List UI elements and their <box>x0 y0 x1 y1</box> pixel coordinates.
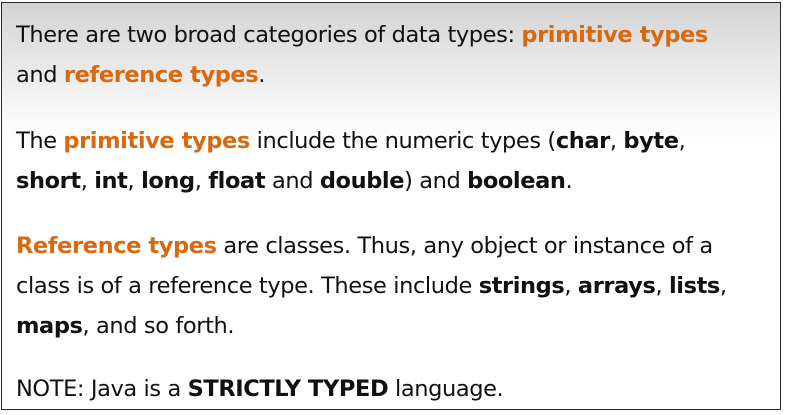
term-reference-types: reference types <box>63 62 259 88</box>
type-int: int <box>94 168 128 194</box>
reference-text: are classes. Thus, any object or instance of a <box>216 233 713 259</box>
type-arrays: arrays <box>577 273 656 299</box>
type-boolean: boolean <box>467 168 566 194</box>
strictly-typed-emphasis: STRICTLY TYPED <box>187 376 389 402</box>
primitive-text: , <box>127 168 142 194</box>
primitive-text: , <box>609 128 624 154</box>
intro-line-2 <box>16 55 770 95</box>
reference-text: , <box>655 273 669 299</box>
intro-paragraph <box>16 15 770 95</box>
intro-text: and <box>16 62 64 88</box>
primitive-text: and <box>265 168 320 194</box>
type-lists: lists <box>668 273 720 299</box>
note-text: NOTE: Java is a <box>16 376 188 402</box>
primitive-text: include the numeric types ( <box>249 128 556 154</box>
term-reference-types: Reference types <box>16 233 217 259</box>
intro-text: There are two broad categories of data types: <box>16 22 522 48</box>
term-primitive-types: primitive types <box>521 22 708 48</box>
reference-text: , <box>564 273 578 299</box>
type-char: char <box>555 128 610 154</box>
type-byte: byte <box>623 128 679 154</box>
primitive-types-paragraph <box>16 121 770 201</box>
reference-line-2 <box>16 266 770 306</box>
type-double: double <box>319 168 405 194</box>
reference-types-paragraph <box>16 226 770 346</box>
primitive-text: The <box>16 128 64 154</box>
reference-line-3 <box>16 306 770 346</box>
note-paragraph <box>16 369 770 409</box>
type-float: float <box>208 168 266 194</box>
term-primitive-types: primitive types <box>63 128 250 154</box>
primitive-text: . <box>565 168 573 194</box>
type-maps: maps <box>16 313 83 339</box>
slide-card <box>1 2 781 410</box>
reference-text: , <box>719 273 727 299</box>
type-short: short <box>16 168 81 194</box>
reference-text: , and so forth. <box>82 313 235 339</box>
reference-line-1 <box>16 226 770 266</box>
note-line <box>16 369 770 409</box>
note-text: language. <box>388 376 504 402</box>
type-strings: strings <box>478 273 565 299</box>
primitive-line-2 <box>16 161 770 201</box>
primitive-text: , <box>194 168 209 194</box>
intro-text: . <box>258 62 266 88</box>
primitive-line-1 <box>16 121 770 161</box>
intro-line-1 <box>16 15 770 55</box>
reference-text: class is of a reference type. These include <box>16 273 479 299</box>
primitive-text: , <box>80 168 95 194</box>
primitive-text: , <box>678 128 686 154</box>
primitive-text: ) and <box>404 168 468 194</box>
type-long: long <box>141 168 195 194</box>
